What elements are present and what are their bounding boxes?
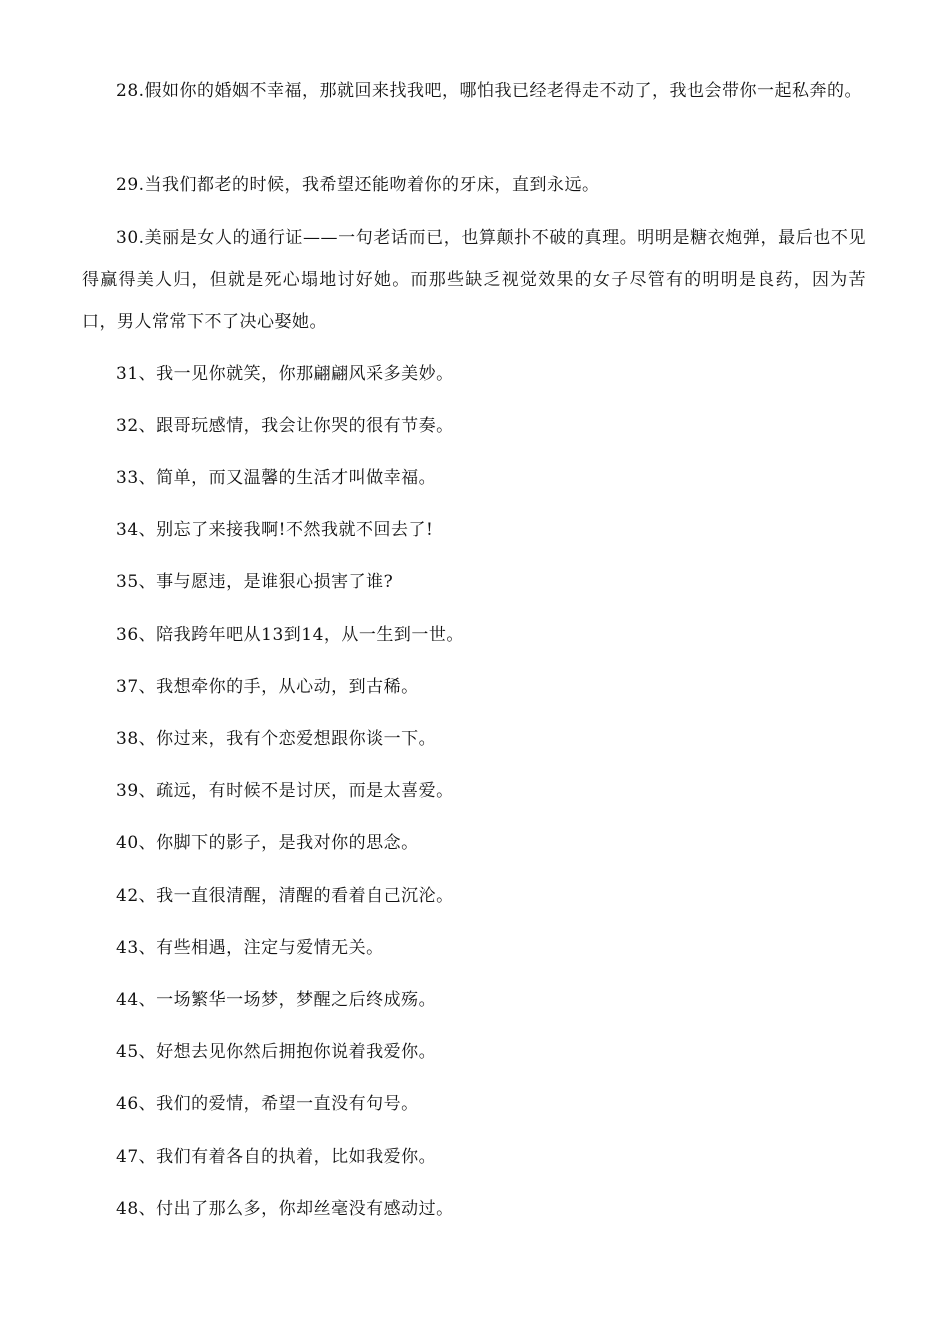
paragraph-40: 40、你脚下的影子，是我对你的思念。 [116,833,419,853]
paragraph-47: 47、我们有着各自的执着，比如我爱你。 [116,1147,437,1167]
paragraph-36: 36、陪我跨年吧从13到14，从一生到一世。 [116,625,464,645]
paragraph-35: 35、事与愿违，是谁狠心损害了谁? [116,572,394,592]
paragraph-28: 28.假如你的婚姻不幸福，那就回来找我吧，哪怕我已经老得走不动了，我也会带你一起私奔的。 [116,81,863,101]
paragraph-30: 30.美丽是女人的通行证——一句老话而已，也算颠扑不破的真理。明明是糖衣炮弹，最后也不见得赢得美人归，但就是死心塌地讨好她。而那些缺乏视觉效果的女子尽管有的明明是良药，因为苦口，男人常常下不了决心娶她。 [82,228,866,332]
paragraph-32: 32、跟哥玩感情，我会让你哭的很有节奏。 [116,416,454,436]
paragraph-31: 31、我一见你就笑，你那翩翩风采多美妙。 [116,364,454,384]
paragraph-29: 29.当我们都老的时候，我希望还能吻着你的牙床，直到永远。 [116,175,600,195]
paragraph-39: 39、疏远，有时候不是讨厌，而是太喜爱。 [116,781,454,801]
paragraph-37: 37、我想牵你的手，从心动，到古稀。 [116,677,419,697]
paragraph-43: 43、有些相遇，注定与爱情无关。 [116,938,384,958]
paragraph-38: 38、你过来，我有个恋爱想跟你谈一下。 [116,729,437,749]
paragraph-48: 48、付出了那么多，你却丝毫没有感动过。 [116,1199,454,1219]
paragraph-34: 34、别忘了来接我啊!不然我就不回去了! [116,520,434,540]
paragraph-46: 46、我们的爱情，希望一直没有句号。 [116,1094,419,1114]
paragraph-33: 33、简单，而又温馨的生活才叫做幸福。 [116,468,437,488]
paragraph-45: 45、好想去见你然后拥抱你说着我爱你。 [116,1042,437,1062]
paragraph-44: 44、一场繁华一场梦，梦醒之后终成殇。 [116,990,437,1010]
paragraph-42: 42、我一直很清醒，清醒的看着自己沉沦。 [116,886,454,906]
